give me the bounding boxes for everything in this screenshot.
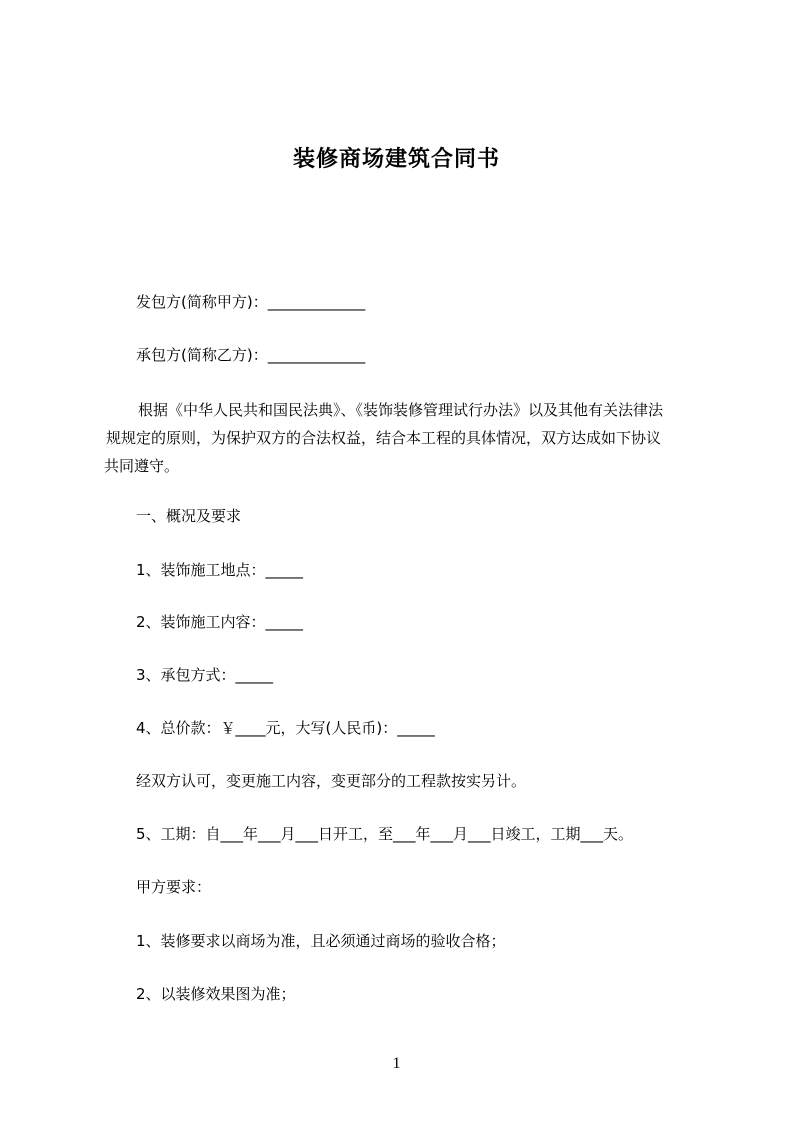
item-2-content: 2、装饰施工内容：_____ <box>136 613 304 631</box>
item-1-location: 1、装饰施工地点：_____ <box>136 561 304 579</box>
party-b-label: 承包方(简称乙方)： <box>136 346 268 364</box>
preamble-line-3: 共同遵守。 <box>104 457 180 475</box>
item-4-total-price: 4、总价款：￥____元，大写(人民币)：_____ <box>136 719 435 737</box>
requirement-2: 2、以装修效果图为准； <box>136 985 296 1003</box>
document-title: 装修商场建筑合同书 <box>292 147 500 172</box>
item-3-contract-method: 3、承包方式：_____ <box>136 666 274 684</box>
preamble-line-1: 根据《中华人民共和国民法典》、《装饰装修管理试行办法》以及其他有关法律法 <box>138 401 664 419</box>
party-b-line <box>136 345 365 365</box>
item-5-schedule: 5、工期：自___年___月___日开工，至___年___月___日竣工，工期___天。 <box>136 825 634 843</box>
party-b-blank: _____________ <box>267 346 366 364</box>
party-a-blank: _____________ <box>267 293 366 311</box>
requirement-1: 1、装修要求以商场为准，且必须通过商场的验收合格； <box>136 932 506 950</box>
preamble-line-2: 规规定的原则，为保护双方的合法权益，结合本工程的具体情况，双方达成如下协议 <box>106 429 662 447</box>
preamble-paragraph <box>104 396 704 480</box>
change-note: 经双方认可，变更施工内容，变更部分的工程款按实另计。 <box>136 772 527 790</box>
section-1-heading: 一、概况及要求 <box>136 507 242 525</box>
page-number: 1 <box>392 1055 401 1072</box>
party-a-requirements-heading: 甲方要求： <box>136 878 212 896</box>
party-a-line <box>136 292 365 312</box>
party-a-label: 发包方(简称甲方)： <box>136 293 268 311</box>
